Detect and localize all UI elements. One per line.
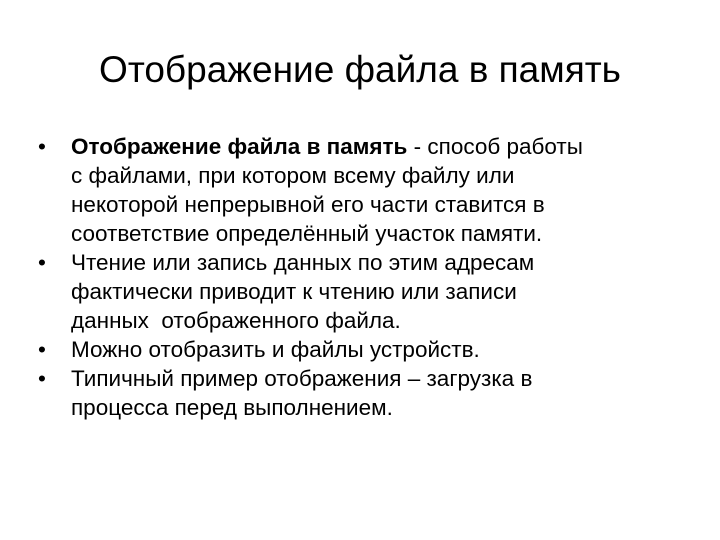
bullet-item-4	[36, 364, 686, 422]
bullet-dot: •	[38, 366, 46, 391]
bullet-dot: •	[38, 134, 46, 159]
bullet-line: фактически приводит к чтению или записи	[71, 279, 517, 304]
bullet-text: - способ работы	[407, 134, 583, 159]
bullet-line: некоторой непрерывной его части ставится в	[71, 192, 545, 217]
bullet-line: с файлами, при котором всему файлу или	[71, 163, 515, 188]
bullet-line	[71, 132, 686, 161]
bullet-line: Типичный пример отображения – загрузка в	[71, 366, 533, 391]
bullet-line: соответствие определённый участок памяти.	[71, 221, 543, 246]
bullet-dot: •	[38, 337, 46, 362]
bullet-dot: •	[38, 250, 46, 275]
bullet-term: Отображение файла в память	[71, 134, 408, 159]
bullet-line: процесса перед выполнением.	[71, 395, 393, 420]
bullet-item-2	[36, 248, 686, 335]
bullet-line: Можно отобразить и файлы устройств.	[71, 337, 480, 362]
slide-title: Отображение файла в память	[99, 49, 621, 90]
bullet-list	[36, 132, 686, 422]
bullet-item-1	[36, 132, 686, 248]
bullet-item-3	[36, 335, 686, 364]
bullet-line: данных отображенного файла.	[71, 308, 401, 333]
bullet-line: Чтение или запись данных по этим адресам	[71, 250, 535, 275]
